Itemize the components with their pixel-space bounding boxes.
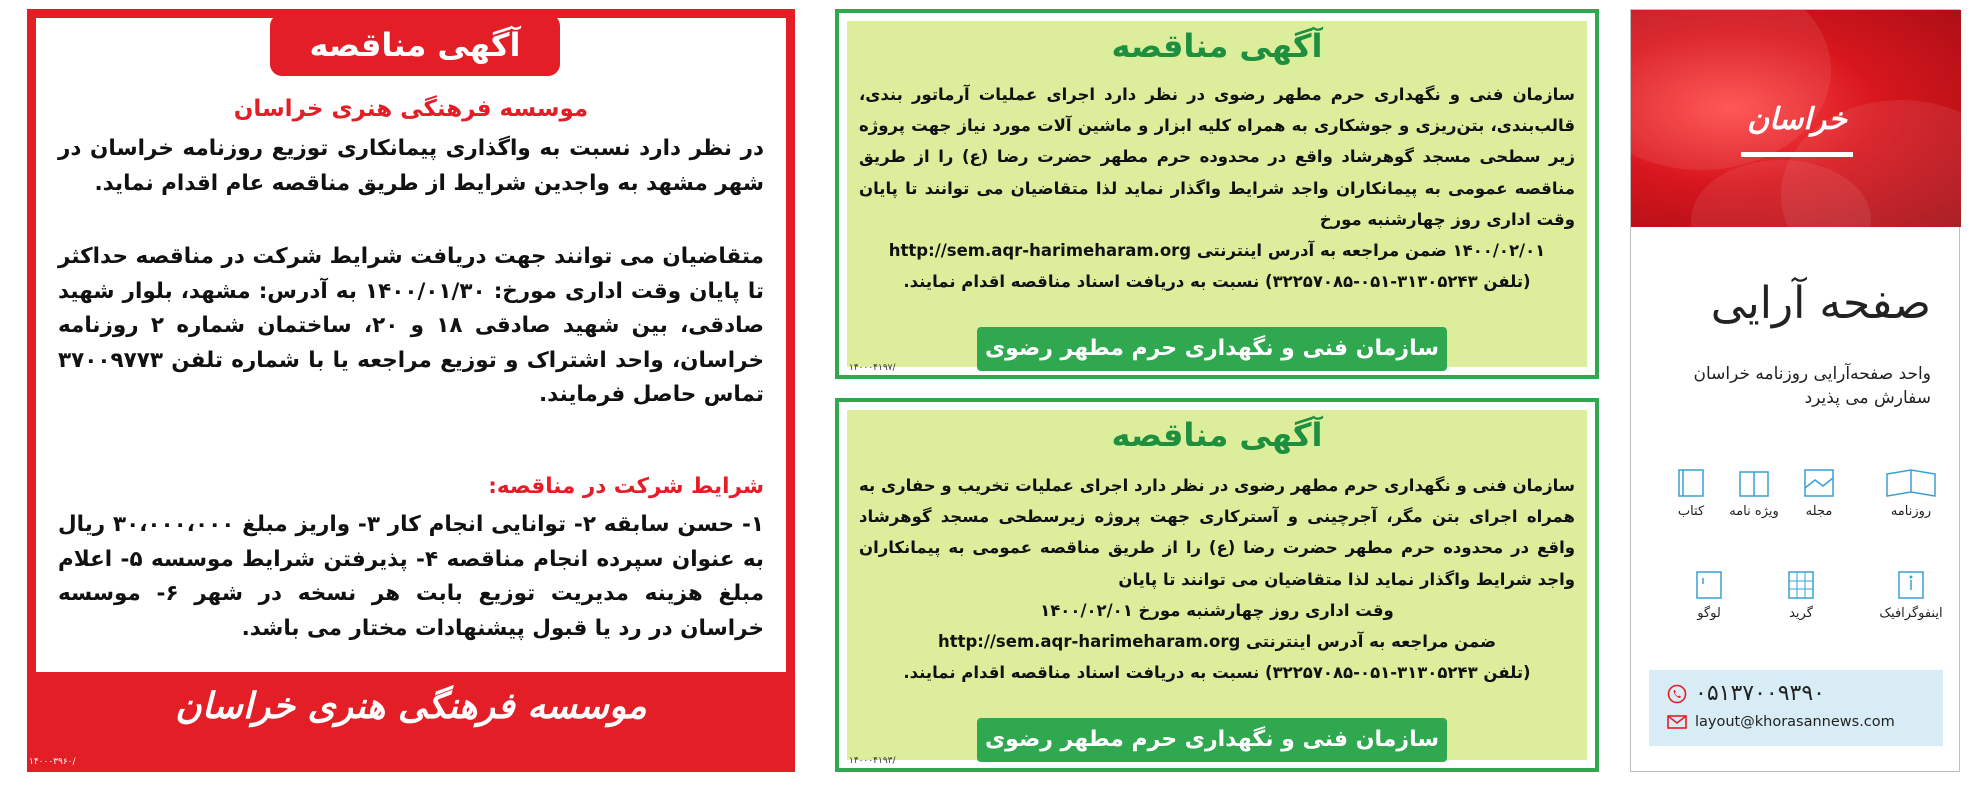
promo-title: صفحه آرایی (1710, 278, 1931, 329)
category-label: مجله (1805, 504, 1833, 519)
mail-icon (1667, 715, 1687, 729)
logo-icon (1691, 570, 1727, 600)
ad-text (859, 470, 1575, 688)
ad-body (36, 18, 786, 672)
category-label: روزنامه (1890, 504, 1932, 519)
khorasan-logo: خراسان (1747, 102, 1847, 137)
ad-text (859, 79, 1575, 297)
conditions-heading: شرایط شرکت در مناقصه: (488, 474, 764, 499)
website-url[interactable]: http://sem.aqr-harimeharam.org (937, 632, 1241, 652)
phone-icon (1667, 684, 1687, 704)
ad-title: آگهی مناقصه (1111, 27, 1323, 65)
category-grid (1761, 570, 1841, 621)
ad-body-text: سازمان فنی و نگهداری حرم مطهر رضوی در نظر دارد اجرای عملیات تخریب و حفاری به همراه اجرای بتن مگر، آجرچینی و آسترکاری جهت پروژه زیرسطحی مسجد گوهرشاد واقع در محدوده حرم مطهر حضرت رضا (ع) را از طریق مناقصه عمومی به پیمانکاران واجد شرایط واگذار نماید لذا متقاضیان می توانند تا پایان (859, 476, 1575, 589)
footer-signature: موسسه فرهنگی هنری خراسان (175, 685, 647, 727)
category-logo (1669, 570, 1749, 621)
ad-code: ۱۴۰۰۰۴۱۹۷/ (849, 363, 896, 373)
category-infographic (1871, 570, 1951, 621)
url-prefix: ضمن مراجعه به آدرس اینترنتی (1246, 632, 1497, 652)
date-url-line (859, 235, 1575, 266)
ad-title: آگهی مناقصه (1111, 416, 1323, 454)
special-issue-icon (1736, 468, 1772, 498)
ad-paragraph-intro: در نظر دارد نسبت به واگذاری پیمانکاری توزیع روزنامه خراسان در شهر مشهد به واجدین شرایط از طریق مناقصه عام اقدام نماید. (58, 136, 764, 196)
layout-service-promo (1630, 9, 1960, 772)
ad-body (847, 21, 1587, 373)
tender-ad-haram-bottom (835, 398, 1599, 772)
book-icon (1673, 468, 1709, 498)
email-address: layout@khorasannews.com (1695, 714, 1895, 730)
grid-icon (1783, 570, 1819, 600)
promo-description: واحد صفحه‌آرایی روزنامه خراسان سفارش می پذیرد (1693, 364, 1931, 408)
category-label: گرید (1789, 606, 1813, 621)
organization-name: موسسه فرهنگی هنری خراسان (233, 96, 589, 122)
newspaper-icon (1884, 468, 1938, 498)
category-book (1651, 468, 1731, 519)
promo-hero (1631, 10, 1961, 227)
phone-row[interactable] (1667, 681, 1825, 706)
category-label: کتاب (1677, 504, 1705, 519)
date-line: ۱۴۰۰/۰۲/۰۱ ضمن مراجعه به آدرس اینترنتی (1196, 241, 1546, 261)
logo-underline (1741, 152, 1853, 157)
ad-body-text: سازمان فنی و نگهداری حرم مطهر رضوی در نظر دارد اجرای عملیات آرماتور بندی، قالب‌بندی، بتن‌ریزی و جوشکاری به همراه کلیه ابزار و ماشین آلات مورد نیاز جهت پروژه زیر سطحی مسجد گوهرشاد واقع در محدوده حرم مطهر حضرت رضا (ع) را از طریق مناقصه عمومی به پیمانکاران واجد شرایط واگذار نماید لذا متقاضیان می توانند تا پایان وقت اداری روز چهارشنبه مورخ (859, 85, 1575, 229)
ad-code: ۱۴۰۰۰۴۱۹۳/ (849, 756, 896, 766)
ad-badge: آگهی مناقصه (270, 14, 560, 76)
conditions-text: ۱- حسن سابقه ۲- توانایی انجام کار ۳- واریز مبلغ ۳۰،۰۰۰،۰۰۰ ریال به عنوان سپرده انجام مناقصه ۴- پذیرفتن شرایط موسسه ۵- اعلام مبلغ هزینه مدیریت توزیع بابت هر نسخه در شهر ۶- موسسه خراسان در رد یا قبول پیشنهادات مختار می باشد. (58, 512, 765, 641)
ad-code: ۱۴۰۰۰۳۹۶۰/ (29, 757, 76, 767)
ad-paragraph-details: متقاضیان می توانند جهت دریافت شرایط شرکت در مناقصه حداکثر تا پایان وقت اداری مورخ: ۱۴۰۰/۰۱/۳۰ به آدرس: مشهد، بلوار شهید صادقی، بین شهید صادقی ۱۸ و ۲۰، ساختمان شماره ۲ روزنامه خراسان، واحد اشتراک و توزیع مراجعه یا با شماره تلفن ۳۷۰۰۹۷۷۳ تماس حاصل فرمایند. (58, 244, 764, 407)
tender-ad-haram-top (835, 9, 1599, 379)
category-newspaper (1871, 468, 1951, 519)
ad-body (847, 410, 1587, 766)
date-line: وقت اداری روز چهارشنبه مورخ ۱۴۰۰/۰۲/۰۱ (1040, 600, 1394, 620)
contact-box (1649, 670, 1943, 746)
category-label: لوگو (1697, 606, 1721, 621)
category-label: اینفوگرافیک (1879, 606, 1943, 621)
phone-number: ۰۵۱۳۷۰۰۹۳۹۰ (1695, 681, 1825, 706)
url-line (859, 626, 1575, 657)
ad-footer: سازمان فنی و نگهداری حرم مطهر رضوی (977, 718, 1447, 762)
phone-line: (تلفن ۳۱۳۰۵۲۴۳-۰۵۱-۳۲۲۵۷۰۸۵) نسبت به دریافت اسناد مناقصه اقدام نمایند. (903, 272, 1531, 292)
ad-footer: سازمان فنی و نگهداری حرم مطهر رضوی (977, 327, 1447, 371)
website-url[interactable]: http://sem.aqr-harimeharam.org (888, 241, 1192, 261)
phone-line: (تلفن ۳۱۳۰۵۲۴۳-۰۵۱-۳۲۲۵۷۰۸۵) نسبت به دریافت اسناد مناقصه اقدام نمایند. (903, 663, 1531, 683)
infographic-icon (1893, 570, 1929, 600)
email-row[interactable] (1667, 714, 1895, 730)
category-label: ویژه نامه (1729, 504, 1779, 519)
tender-ad-khorasan (27, 9, 795, 772)
magazine-icon (1801, 468, 1837, 498)
